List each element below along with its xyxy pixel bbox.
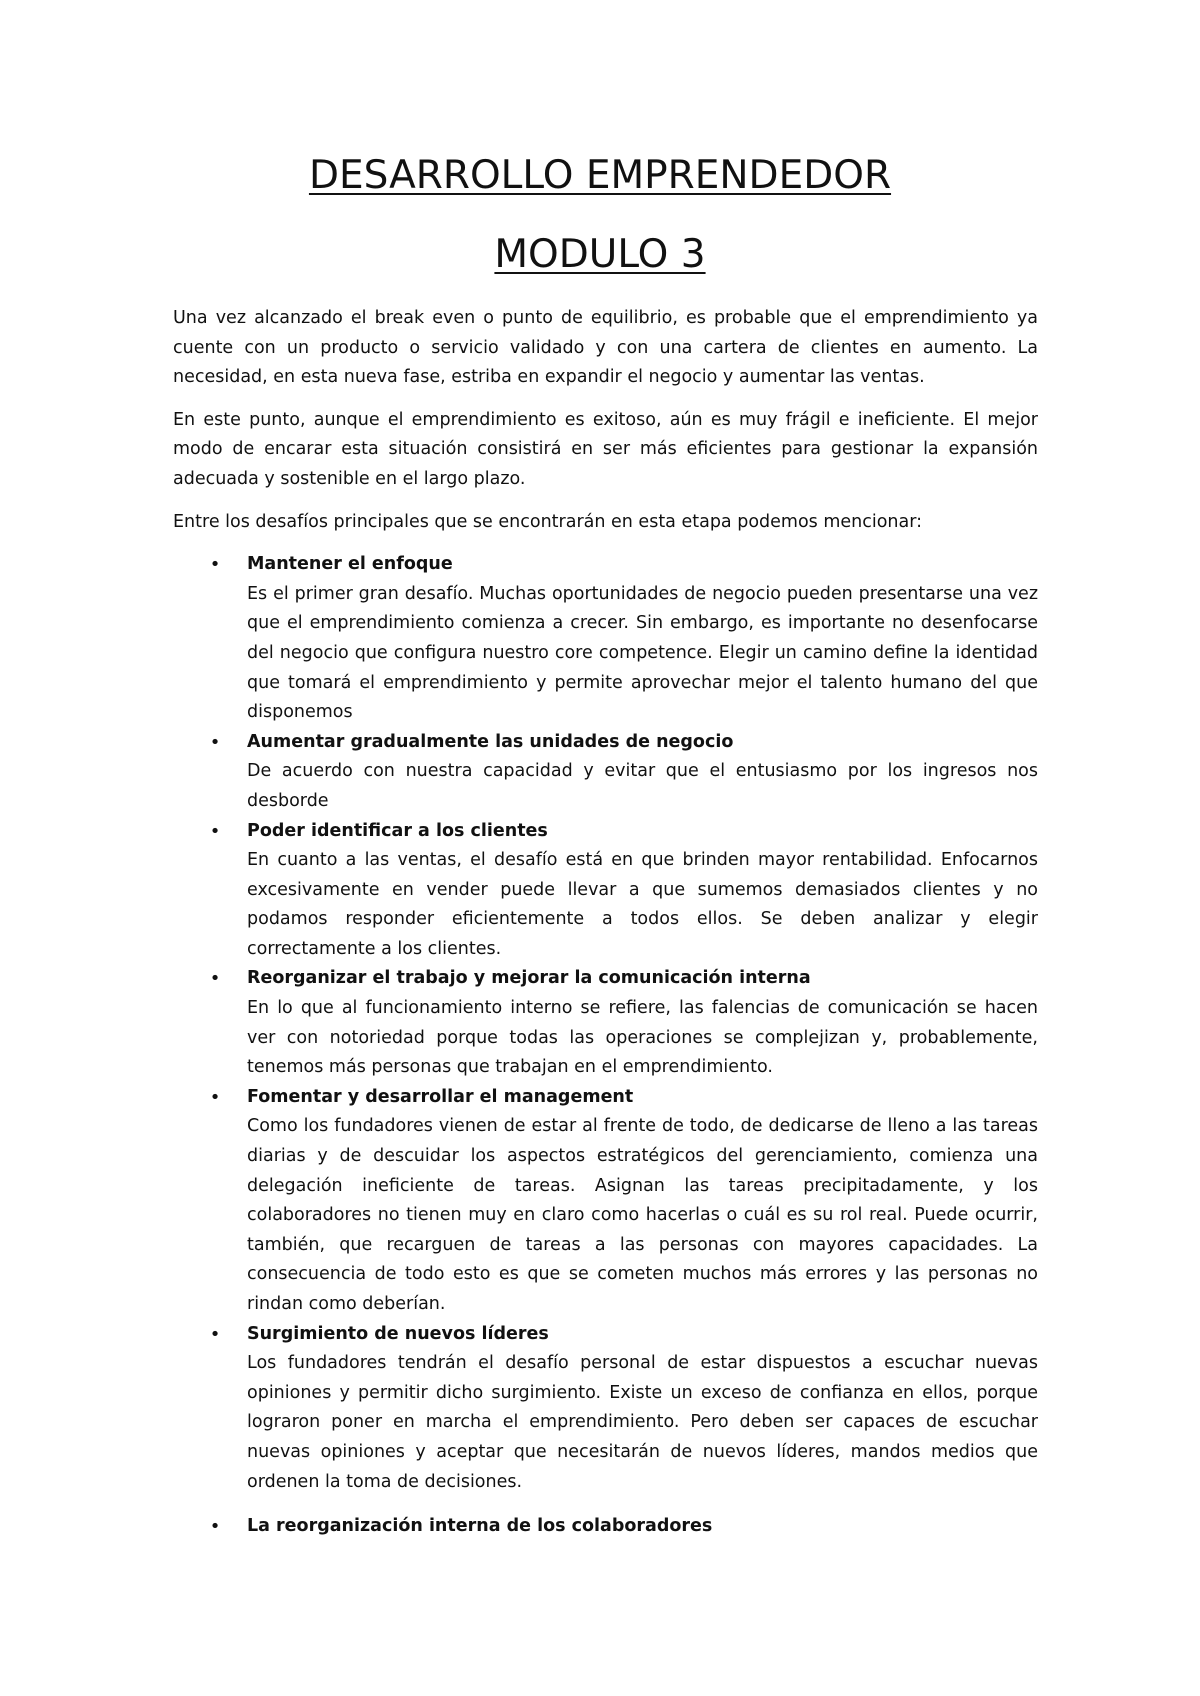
list-item-heading: Mantener el enfoque [247,554,453,575]
challenges-list [173,550,1038,1542]
paragraph: En este punto, aunque el emprendimiento es exitoso, aún es muy frágil e ineficiente. El mejor modo de encarar esta situación consistirá en ser más eficientes para gestionar la expansión adecuada y sostenible en el largo plazo. [173,409,1038,489]
list-item [173,550,1038,728]
bullet-icon: • [209,1086,221,1108]
list-item-text: En lo que al funcionamiento interno se refiere, las falencias de comunicación se hacen ver con notoriedad porque todas las operaciones se complejizan y, probablemente, tenemos más personas que trabajan en el emprendimiento. [247,998,1038,1078]
paragraph: Entre los desafíos principales que se encontrarán en esta etapa podemos mencionar: [173,511,923,532]
list-item [173,1512,1038,1542]
list-item-heading: La reorganización interna de los colaboradores [247,1516,713,1537]
list-item [173,1083,1038,1320]
list-item [173,1320,1038,1498]
list-item-text: Es el primer gran desafío. Muchas oportunidades de negocio pueden presentarse una vez que el emprendimiento comienza a crecer. Sin embargo, es importante no desenfocarse del negocio que configura nuestro core competence. Elegir un camino define la identidad que tomará el emprendimiento y permite aprovechar mejor el talento humano del que disponemos [247,583,1038,723]
document-body [173,304,1038,1542]
list-item-heading: Poder identificar a los clientes [247,820,548,841]
bullet-icon: • [209,1323,221,1345]
list-item-text: Los fundadores tendrán el desafío personal de estar dispuestos a escuchar nuevas opiniones y permitir dicho surgimiento. Existe un exceso de confianza en ellos, porque lograron poner en marcha el emprendimiento. Pero deben ser capaces de escuchar nuevas opiniones y aceptar que necesitarán de nuevos líderes, mandos medios que ordenen la toma de decisiones. [247,1353,1038,1492]
list-item [173,817,1038,965]
paragraph: Una vez alcanzado el break even o punto de equilibrio, es probable que el emprendimiento ya cuente con un producto o servicio validado y con una cartera de clientes en aumento. La necesidad, en esta nueva fase, estriba en expandir el negocio y aumentar las ventas. [173,308,1038,388]
list-item-heading: Reorganizar el trabajo y mejorar la comunicación interna [247,968,811,989]
list-item-heading: Fomentar y desarrollar el management [247,1086,634,1107]
document-subtitle: MODULO 3 [494,232,706,277]
list-item-heading: Surgimiento de nuevos líderes [247,1323,549,1344]
bullet-icon: • [209,968,221,990]
list-item [173,728,1038,817]
bullet-icon: • [209,731,221,753]
list-item [173,964,1038,1082]
bullet-icon: • [209,820,221,842]
bullet-icon: • [209,554,221,576]
document-title: DESARROLLO EMPRENDEDOR [308,153,892,198]
list-item-text: En cuanto a las ventas, el desafío está en que brinden mayor rentabilidad. Enfocarnos excesivamente en vender puede llevar a que sumemos demasiados clientes y no podamos responder eficientemente a todos ellos. Se deben analizar y elegir correctamente a los clientes. [247,850,1038,959]
list-item-text: Como los fundadores vienen de estar al frente de todo, de dedicarse de lleno a las tareas diarias y de descuidar los aspectos estratégicos del gerenciamiento, comienza una delegación ineficiente de tareas. Asignan las tareas precipitadamente, y los colaboradores no tienen muy en claro como hacerlas o cuál es su rol real. Puede ocurrir, también, que recarguen de tareas a las personas con mayores capacidades. La consecuencia de todo esto es que se cometen muchos más errores y las personas no rindan como deberían. [247,1116,1038,1314]
bullet-icon: • [209,1516,221,1538]
list-item-text: De acuerdo con nuestra capacidad y evitar que el entusiasmo por los ingresos nos desborde [247,761,1038,811]
list-item-heading: Aumentar gradualmente las unidades de negocio [247,731,734,752]
